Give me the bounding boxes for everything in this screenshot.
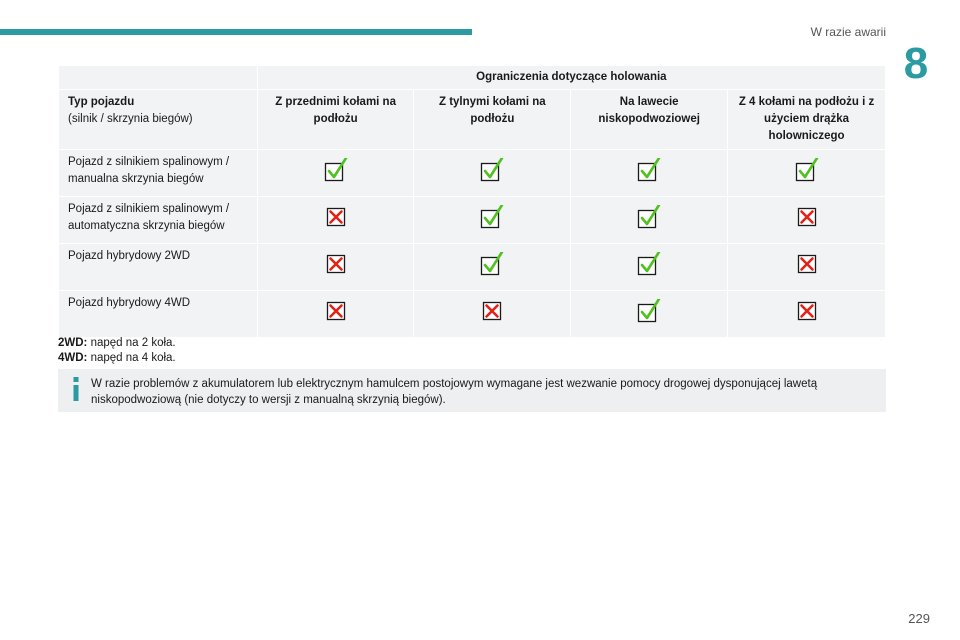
section-title: W razie awarii xyxy=(810,25,886,39)
vehicle-type-label: Pojazd hybrydowy 2WD xyxy=(59,244,258,291)
row-header-title: Typ pojazdu xyxy=(68,96,135,108)
check-icon xyxy=(795,158,819,182)
check-icon xyxy=(637,205,661,229)
allowed-cell xyxy=(571,197,728,244)
cross-icon xyxy=(324,252,348,276)
allowed-cell xyxy=(414,197,571,244)
info-text: W razie problemów z akumulatorem lub elektrycznym hamulcem postojowym wymagane jest wezwanie pomocy drogowej dysponującej lawetą niskopodwoziową (nie dotyczy to wersji z manualną skrzynią biegów). xyxy=(91,378,818,406)
legend-item xyxy=(58,351,176,366)
check-icon xyxy=(324,158,348,182)
allowed-cell xyxy=(571,150,728,197)
legend-definition: napęd na 2 koła. xyxy=(87,337,176,349)
row-header-cell xyxy=(59,90,258,150)
not-allowed-cell xyxy=(728,244,886,291)
column-header: Z 4 kołami na podłożu i z użyciem drążka holowniczego xyxy=(728,90,886,150)
check-icon xyxy=(480,158,504,182)
column-header: Z przednimi kołami na podłożu xyxy=(257,90,414,150)
header-accent-bar xyxy=(0,29,472,35)
not-allowed-cell xyxy=(414,291,571,338)
info-box xyxy=(58,369,886,412)
towing-restrictions-table xyxy=(58,65,886,338)
not-allowed-cell xyxy=(257,291,414,338)
table-row xyxy=(59,244,886,291)
column-header: Z tylnymi kołami na podłożu xyxy=(414,90,571,150)
check-icon xyxy=(480,205,504,229)
allowed-cell xyxy=(571,244,728,291)
legend-item xyxy=(58,336,176,351)
info-icon xyxy=(71,377,81,401)
check-icon xyxy=(637,252,661,276)
cross-icon xyxy=(324,205,348,229)
table-row xyxy=(59,291,886,338)
vehicle-type-label: Pojazd z silnikiem spalinowym / automatyczna skrzynia biegów xyxy=(59,197,258,244)
cross-icon xyxy=(324,299,348,323)
not-allowed-cell xyxy=(257,244,414,291)
not-allowed-cell xyxy=(257,197,414,244)
cross-icon xyxy=(795,205,819,229)
vehicle-type-label: Pojazd hybrydowy 4WD xyxy=(59,291,258,338)
legend-term: 4WD: xyxy=(58,352,88,364)
cross-icon xyxy=(480,299,504,323)
allowed-cell xyxy=(414,244,571,291)
legend-definition: napęd na 4 koła. xyxy=(87,352,176,364)
allowed-cell xyxy=(257,150,414,197)
legend xyxy=(58,336,176,366)
check-icon xyxy=(480,252,504,276)
legend-term: 2WD: xyxy=(58,337,88,349)
allowed-cell xyxy=(414,150,571,197)
column-header: Na lawecie niskopodwoziowej xyxy=(571,90,728,150)
empty-corner-cell xyxy=(59,66,258,90)
cross-icon xyxy=(795,252,819,276)
allowed-cell xyxy=(728,150,886,197)
chapter-number: 8 xyxy=(903,39,929,88)
not-allowed-cell xyxy=(728,291,886,338)
vehicle-type-label: Pojazd z silnikiem spalinowym / manualna skrzynia biegów xyxy=(59,150,258,197)
not-allowed-cell xyxy=(728,197,886,244)
table-row xyxy=(59,150,886,197)
table-row xyxy=(59,197,886,244)
allowed-cell xyxy=(571,291,728,338)
check-icon xyxy=(637,158,661,182)
check-icon xyxy=(637,299,661,323)
row-header-subtitle: (silnik / skrzynia biegów) xyxy=(68,113,193,125)
cross-icon xyxy=(795,299,819,323)
group-header: Ograniczenia dotyczące holowania xyxy=(257,66,885,90)
page-number: 229 xyxy=(908,611,930,626)
